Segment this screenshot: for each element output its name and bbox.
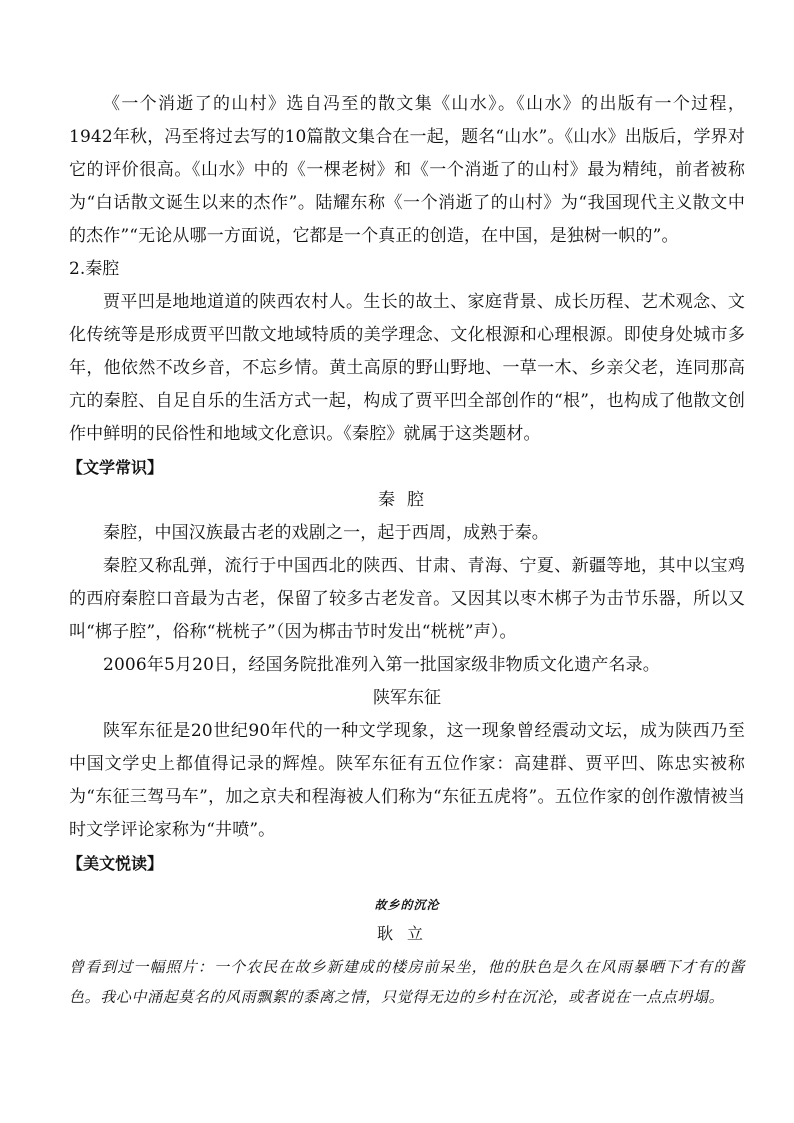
qinqiang-title: 秦腔 [378, 490, 436, 510]
qinqiang-paragraph-2: 秦腔又称乱弹，流行于中国西北的陕西、甘肃、青海、宁夏、新疆等地，其中以宝鸡的西府秦腔口音最为古老，保留了较多古老发音。又因其以枣木梆子为击节乐器，所以又叫“梆子腔”，俗称“桄桄子”（因为梆击节时发出“桄桄”声）。 [69, 556, 745, 642]
author-background-paragraph: 贾平凹是地地道道的陕西农村人。生长的故土、家庭背景、成长历程、艺术观念、文化传统等是形成贾平凹散文地域特质的美学理念、文化根源和心理根源。即使身处城市多年，他依然不改乡音，不忘乡情。黄土高原的野山野地、一草一木、乡亲父老，连同那高亢的秦腔、自足自乐的生活方式一起，构成了贾平凹全部创作的“根”，也构成了他散文创作中鲜明的民俗性和地域文化意识。《秦腔》就属于这类题材。 [69, 292, 745, 444]
reading-heading: 【美文悦读】 [67, 854, 164, 873]
section-heading-qinqiang: 2.秦腔 [69, 259, 120, 279]
shaanjun-paragraph: 陕军东征是20世纪90年代的一种文学现象，这一现象曾经震动文坛，成为陕西乃至中国文学史上都值得记录的辉煌。陕军东征有五位作家：高建群、贾平凹、陈忠实被称为“东征三驾马车”，加之京夫和程海被人们称为“东征五虎将”。五位作家的创作激情被当时文学评论家称为“井喷”。 [69, 721, 745, 840]
literature-knowledge-heading: 【文学常识】 [67, 458, 164, 477]
qinqiang-paragraph-3: 2006年5月20日，经国务院批准列入第一批国家级非物质文化遗产名录。 [103, 655, 660, 675]
essay-paragraph-1: 曾看到过一幅照片：一个农民在故乡新建成的楼房前呆坐，他的肤色是久在风雨暴晒下才有的酱色。我心中涌起莫名的风雨飘絮的黍离之情，只觉得无边的乡村在沉沦，或者说在一点点坍塌。 [69, 958, 745, 1006]
document-page [69, 88, 745, 1012]
intro-paragraph: 《一个消逝了的山村》选自冯至的散文集《山水》。《山水》的出版有一个过程，1942年秋，冯至将过去写的10篇散文集合在一起，题名“山水”。《山水》出版后，学界对它的评价很高。《山水》中的《一棵老树》和《一个消逝了的山村》最为精纯，前者被称为“白话散文诞生以来的杰作”。陆耀东称《一个消逝了的山村》为“我国现代主义散文中的杰作”“无论从哪一方面说，它都是一个真正的创造，在中国，是独树一帜的”。 [69, 94, 745, 246]
shaanjun-title: 陕军东征 [373, 688, 441, 708]
qinqiang-paragraph-1: 秦腔，中国汉族最古老的戏剧之一，起于西周，成熟于秦。 [103, 523, 549, 543]
essay-title: 故乡的沉沦 [374, 898, 440, 912]
essay-author: 耿立 [376, 924, 437, 943]
